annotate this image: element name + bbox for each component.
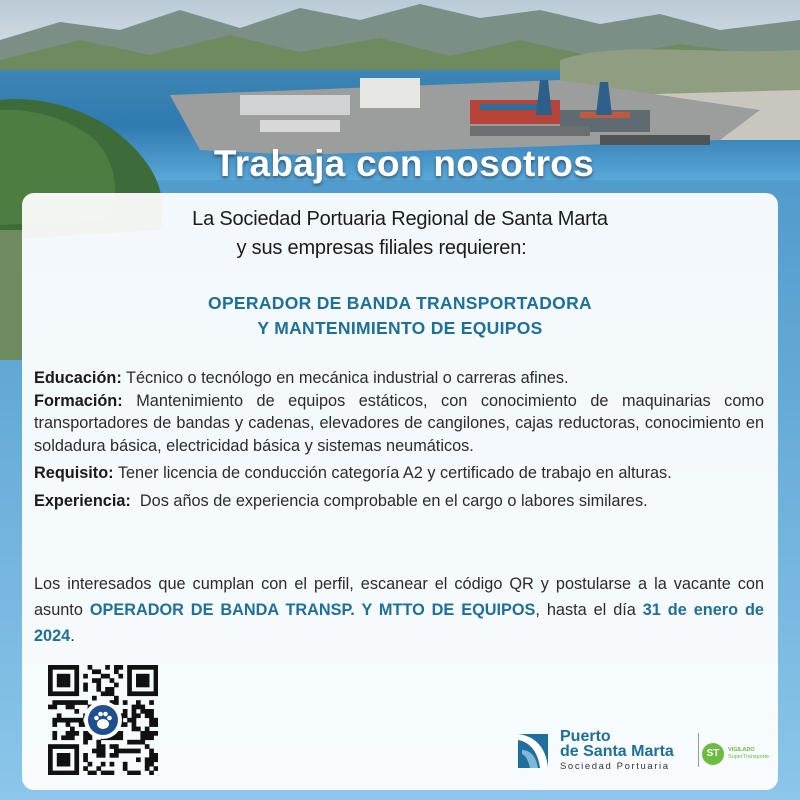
- education-label: Educación:: [34, 369, 122, 387]
- paw-icon: [87, 704, 119, 736]
- logo-divider: [698, 733, 699, 767]
- application-instructions: [34, 571, 764, 649]
- supertransporte-mark: ST: [702, 743, 724, 765]
- job-offer-card: [22, 193, 778, 790]
- apply-text-after: .: [70, 627, 75, 645]
- intro-line-2: y sus empresas filiales requieren:: [236, 237, 527, 259]
- experience-label: Experiencia:: [34, 491, 131, 510]
- apply-text-before: Los interesados que cumplan con el perfil, escanear el código QR y postularse a la vacante con asunto: [34, 575, 764, 619]
- supertransporte-line-1: VIGILADO: [728, 747, 755, 753]
- puerto-santa-marta-logo: [516, 730, 696, 772]
- apply-text-middle: , hasta el día: [535, 601, 643, 619]
- supertransporte-line-2: SuperTransporte: [728, 754, 770, 760]
- logo-line-3: Sociedad Portuaria: [560, 761, 670, 772]
- supertransporte-logo: [702, 743, 792, 767]
- experience-value: Dos años de experiencia comprobable en el cargo o labores similares.: [139, 491, 648, 510]
- education-value: Técnico o tecnólogo en mecánica industrial o carreras afines.: [126, 369, 569, 387]
- education-row: [34, 367, 764, 390]
- intro-line-1: La Sociedad Portuaria Regional de Santa Marta: [192, 208, 608, 230]
- page-title: Trabaja con nosotros: [213, 143, 595, 184]
- logo-line-2: de Santa Marta: [560, 743, 674, 760]
- job-title-line-1: OPERADOR DE BANDA TRANSPORTADORA: [208, 293, 592, 313]
- job-title-line-2: Y MANTENIMIENTO DE EQUIPOS: [257, 318, 543, 338]
- requirement-label: Requisito:: [34, 464, 114, 482]
- qr-code-icon[interactable]: [48, 665, 158, 775]
- intro-text: [22, 205, 778, 263]
- requirement-value: Tener licencia de conducción categoría A2 y certificado de trabajo en alturas.: [117, 464, 672, 482]
- apply-subject: OPERADOR DE BANDA TRANSP. Y MTTO DE EQUIPOS: [89, 601, 536, 619]
- training-row: [34, 390, 764, 458]
- job-title: [22, 291, 778, 341]
- requirement-row: [34, 462, 764, 485]
- experience-row: [34, 490, 764, 513]
- job-requirements: [34, 367, 764, 512]
- logo-line-1: Puerto: [560, 728, 611, 745]
- apply-deadline: 31 de enero de 2024: [34, 601, 764, 645]
- training-label: Formación:: [34, 391, 123, 410]
- training-value: Mantenimiento de equipos estáticos, con conocimiento de maquinarias como transportadores de bandas y cadenas, elevadores de cangilones, cajas reductoras, conocimiento en soldadura básica, electricidad básica y sistemas neumáticos.: [34, 391, 764, 455]
- port-wave-logo-icon: [516, 730, 556, 770]
